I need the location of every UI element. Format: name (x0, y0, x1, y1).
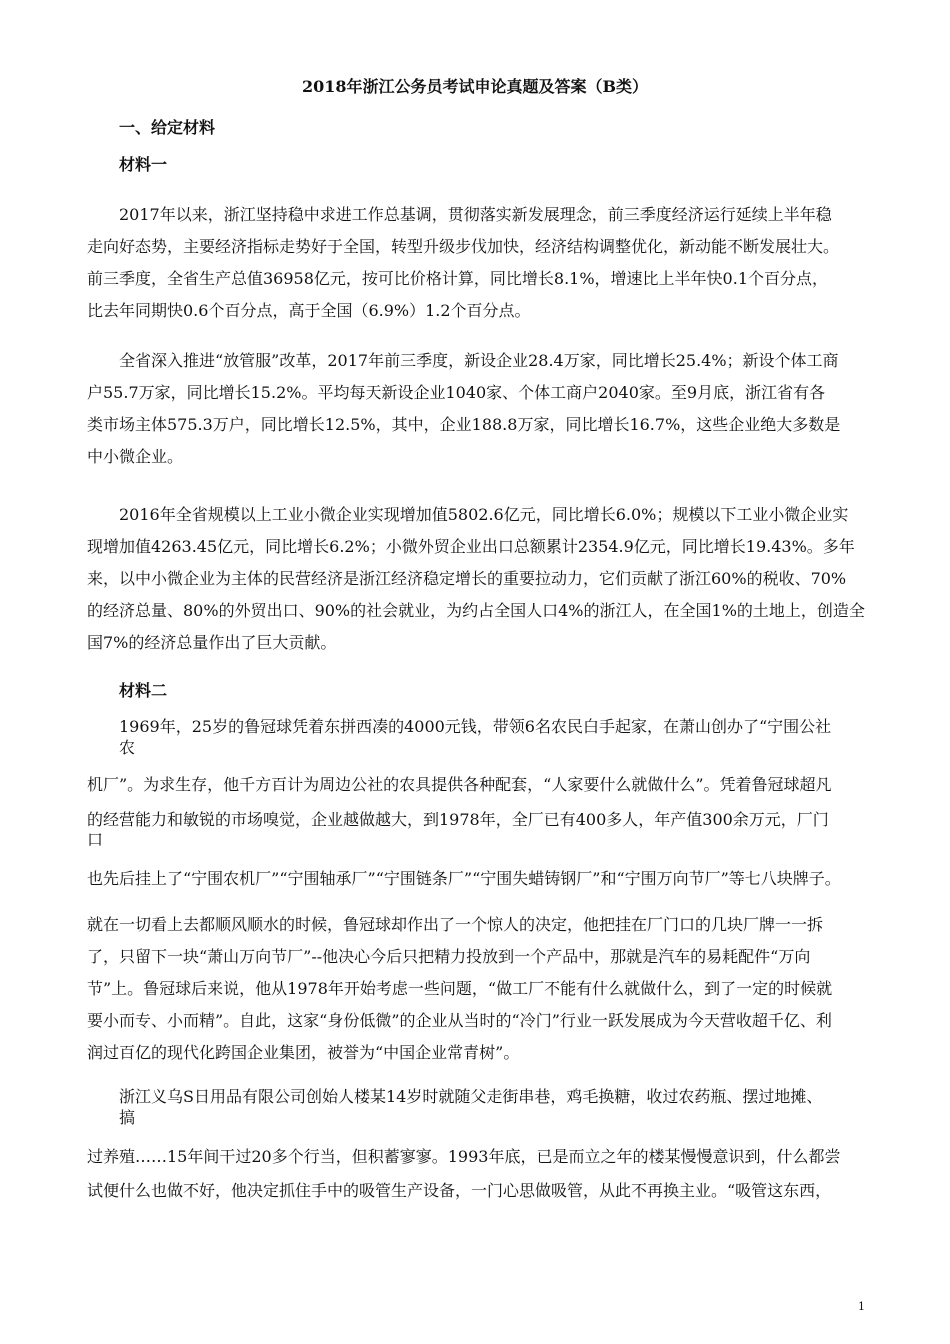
m2-p2-line4: 要小而专、小而精”。自此，这家“身份低微”的企业从当时的“冷门”行业一跃发展成为今天营收超千亿、利 (87, 1011, 832, 1030)
m1-p1-line4: 比去年同期快0.6个百分点，高于全国（6.9%）1.2个百分点。 (87, 301, 531, 320)
material-2-heading: 材料二 (119, 681, 168, 700)
m1-p3-line1: 2016年全省规模以上工业小微企业实现增加值5802.6亿元，同比增长6.0%；规模以下工业小微企业实 (119, 505, 849, 524)
m2-p3-line2: 过养殖……15年间干过20多个行当，但积蓄寥寥。1993年底，已是而立之年的楼某慢慢意识到，什么都尝 (87, 1147, 841, 1166)
m2-p2-line5: 润过百亿的现代化跨国企业集团，被誉为“中国企业常青树”。 (87, 1043, 520, 1062)
document-title: 2018年浙江公务员考试申论真题及答案（B类） (301, 77, 649, 96)
page-number: 1 (858, 1300, 865, 1313)
m2-p2-line1: 就在一切看上去都顺风顺水的时候，鲁冠球却作出了一个惊人的决定，他把挂在厂门口的几块厂牌一一拆 (87, 915, 824, 934)
m2-p3-line1-wrap: 搞 (119, 1108, 136, 1127)
m2-p1-line3-wrap: 口 (87, 830, 104, 849)
m2-p1-line3: 的经营能力和敏锐的市场嗅觉，企业越做越大，到1978年，全厂已有400多人，年产值300余万元，厂门 (87, 810, 829, 829)
m1-p3-line2: 现增加值4263.45亿元，同比增长6.2%；小微外贸企业出口总额累计2354.9亿元，同比增长19.43%。多年 (87, 537, 855, 556)
m2-p3-line1: 浙江义乌S日用品有限公司创始人楼某14岁时就随父走街串巷，鸡毛换糖，收过农药瓶、摆过地摊、 (119, 1087, 823, 1106)
m2-p3-line3: 试便什么也做不好，他决定抓住手中的吸管生产设备，一门心思做吸管，从此不再换主业。“吸管这东西， (87, 1181, 832, 1200)
m1-p1-line1: 2017年以来，浙江坚持稳中求进工作总基调，贯彻落实新发展理念，前三季度经济运行延续上半年稳 (119, 205, 832, 224)
m2-p1-line1-wrap: 农 (119, 738, 136, 757)
m1-p3-line4: 的经济总量、80%的外贸出口、90%的社会就业，为约占全国人口4%的浙江人，在全国1%的土地上，创造全 (87, 601, 865, 620)
m2-p1-line2: 机厂”。为求生存，他千方百计为周边公社的农具提供各种配套，“人家要什么就做什么”。凭着鲁冠球超凡 (87, 775, 832, 794)
material-1-heading: 材料一 (119, 155, 168, 174)
m1-p1-line2: 走向好态势，主要经济指标走势好于全国，转型升级步伐加快，经济结构调整优化，新动能不断发展壮大。 (87, 237, 840, 256)
m1-p2-line4: 中小微企业。 (87, 447, 184, 466)
m2-p1-line4: 也先后挂上了“宁围农机厂”“宁围轴承厂”“宁围链条厂”“宁围失蜡铸钢厂”和“宁围万向节厂”等七八块牌子。 (87, 869, 841, 888)
section-heading: 一、给定材料 (119, 118, 216, 137)
m1-p2-line2: 户55.7万家，同比增长15.2%。平均每天新设企业1040家、个体工商户2040家。至9月底，浙江省有各 (87, 383, 826, 402)
m1-p3-line5: 国7%的经济总量作出了巨大贡献。 (87, 633, 337, 652)
m2-p1-line1: 1969年，25岁的鲁冠球凭着东拼西凑的4000元钱，带领6名农民白手起家，在萧山创办了“宁围公社 (119, 717, 832, 736)
m2-p2-line3: 节”上。鲁冠球后来说，他从1978年开始考虑一些问题，“做工厂不能有什么就做什么，到了一定的时候就 (87, 979, 833, 998)
m1-p2-line1: 全省深入推进“放管服”改革，2017年前三季度，新设企业28.4万家，同比增长25.4%；新设个体工商 (119, 351, 839, 370)
m1-p2-line3: 类市场主体575.3万户，同比增长12.5%，其中，企业188.8万家，同比增长16.7%，这些企业绝大多数是 (87, 415, 841, 434)
m2-p2-line2: 了，只留下一块“萧山万向节厂”--他决心今后只把精力投放到一个产品中，那就是汽车的易耗配件“万向 (87, 947, 811, 966)
m1-p1-line3: 前三季度，全省生产总值36958亿元，按可比价格计算，同比增长8.1%，增速比上半年快0.1个百分点， (87, 269, 828, 288)
m1-p3-line3: 来，以中小微企业为主体的民营经济是浙江经济稳定增长的重要拉动力，它们贡献了浙江60%的税收、70% (87, 569, 847, 588)
